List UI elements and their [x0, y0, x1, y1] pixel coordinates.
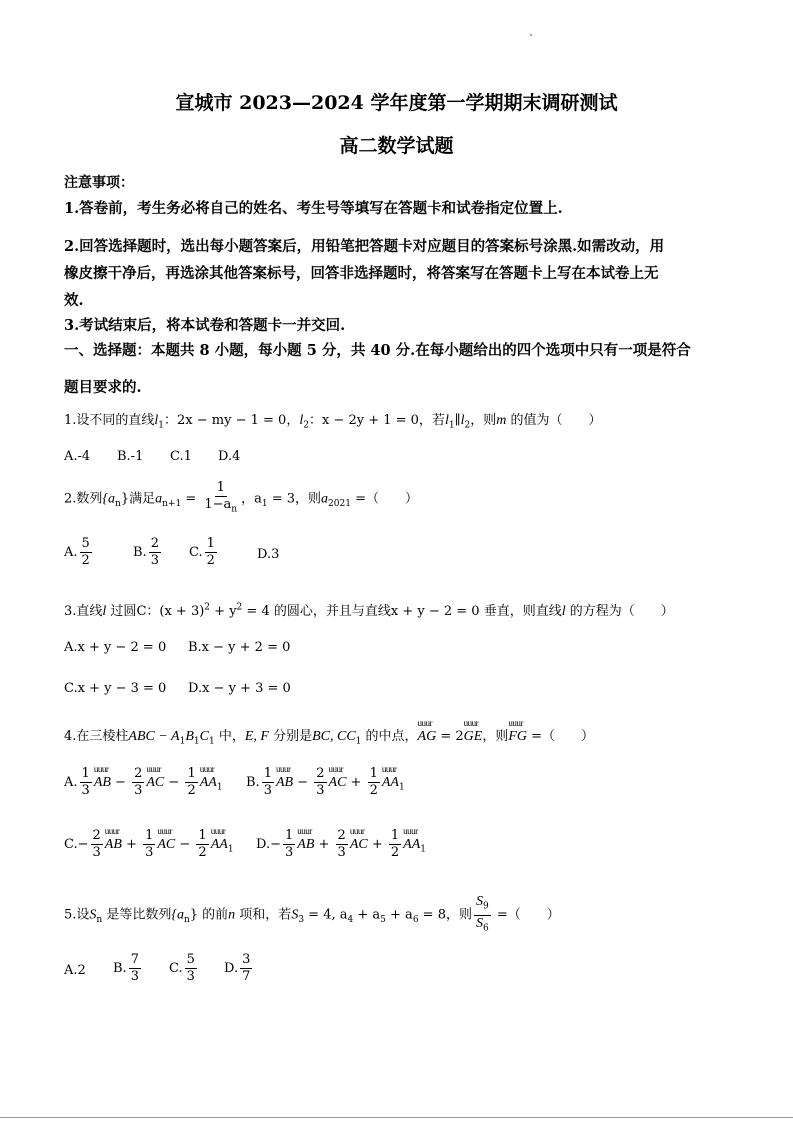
q2-opt-c-num: 1 — [206, 536, 215, 551]
q3-perp: 垂直，则直线 — [479, 604, 562, 619]
q4-prism3: C — [199, 729, 209, 744]
q2-frac-den — [202, 497, 239, 518]
q5-ratio-fraction — [474, 894, 491, 936]
q2-fraction — [202, 480, 239, 518]
q3-circle: C：(x + 3) — [136, 604, 205, 619]
q4-prism-sub1: 1 — [179, 736, 186, 747]
q4-opt-d-f1-num: 1 — [284, 828, 294, 843]
q3-l: l — [102, 604, 107, 619]
q5-ratio-den-s: S — [476, 915, 483, 931]
q2-a1: ，a — [241, 491, 262, 507]
q5-option-d — [224, 952, 254, 985]
q5-opt-d-fraction — [240, 952, 252, 985]
q3-circle2: + y — [210, 604, 237, 619]
q4-opt-a-frac2 — [132, 766, 144, 799]
q5-opt-c-den: 3 — [186, 969, 195, 984]
q4-segs-sub: 1 — [355, 736, 362, 747]
q4-option-c: C.− $\frac{2}{3}$ uuur AB + $\frac{1}{3}$ uuur AC − $\frac{1}{2}$ uuur $AA_1$ — [64, 828, 234, 861]
q4-opt-b-vec-ac: uuur AC — [329, 775, 347, 791]
q5-opt-c-num: 5 — [186, 952, 195, 967]
q5-c4-sub: 6 — [412, 915, 419, 926]
q5-cond4: + a — [385, 907, 413, 923]
q4-opt-d-frac1 — [283, 828, 295, 861]
q3-center: 的圆心，并且与直线 — [269, 604, 391, 619]
q4-opt-a-f3-num: 1 — [187, 766, 196, 781]
q2-a2021-sub: 2021 — [328, 498, 351, 509]
question-4 — [64, 725, 594, 747]
q4-opt-d-frac3 — [389, 828, 401, 861]
q4-midpt: 的中点， — [361, 729, 418, 744]
q2-seq-sub: n — [115, 498, 121, 509]
q2-opt-a-label: A. — [64, 545, 78, 560]
q4-opt-d-label: D.− — [256, 837, 281, 852]
q1-if: ，若 — [418, 413, 445, 428]
notice-item-2-line-1: 2.回答选择题时，选出每小题答案后，用铅笔把答题卡对应题目的答案标号涂黑.如需改动，用 — [64, 238, 665, 255]
q4-suffix: =（ ） — [527, 729, 595, 744]
q2-seq: {a — [102, 491, 116, 507]
q5-n: n — [228, 907, 236, 923]
q4-opt-c-f2-num: 1 — [145, 828, 154, 843]
q2-a2021: a — [321, 491, 329, 507]
q1-suffix: 的值为（ ） — [506, 413, 602, 428]
q2-frac-den-sub: n — [231, 504, 238, 515]
q1-option-c: C.1 — [170, 449, 192, 464]
q2-opt-b-den: 3 — [150, 553, 159, 568]
q4-opt-d-vec-aa1: uuur AA — [403, 837, 420, 853]
q1-option-a: A.-4 — [64, 449, 91, 464]
q4-ef: E, F — [244, 729, 269, 744]
q4-mid: 中， — [214, 729, 245, 744]
q2-option-b — [133, 536, 163, 569]
q4-opt-a-label: A. — [64, 775, 78, 790]
q2-opt-a-fraction — [80, 536, 92, 569]
q4-opt-a-vec-aa1: uuur AA — [200, 775, 217, 791]
q4-prism2: B — [185, 729, 194, 744]
q3-l2: l — [561, 604, 566, 619]
q5-c3-sub: 5 — [380, 915, 386, 926]
q4-vec-fg: uuur FG — [508, 729, 527, 745]
q3-option-c: C.x + y − 3 = 0 — [64, 681, 167, 696]
q2-then: ，则 — [295, 491, 322, 507]
question-1 — [64, 409, 601, 431]
q4-opt-a-f1-num: 1 — [81, 766, 90, 781]
notice-item-3: 3.考试结束后，将本试卷和答题卡一并交回. — [64, 317, 346, 334]
q4-vec-ag: uuur AG — [418, 729, 437, 745]
q2-an1: a — [155, 491, 163, 507]
q3-option-b: B.x − y + 2 = 0 — [188, 640, 291, 655]
q4-opt-c-f3-num: 1 — [198, 828, 207, 843]
q4-opt-a-f1-den: 3 — [81, 783, 90, 798]
q1-line1-equation: ：2x − my − 1 = 0， — [164, 413, 300, 428]
q4-opt-b-f2-den: 3 — [316, 783, 325, 798]
q4-opt-d-vec-ab: uuur AB — [297, 837, 314, 853]
q1-l2-ref: l — [460, 413, 465, 428]
q2-option-c — [189, 536, 219, 569]
q4-opt-c-frac3 — [196, 828, 208, 861]
q2-an1-sub: n+1 — [162, 498, 182, 509]
q1-parallel-symbol: ∥ — [454, 413, 461, 428]
q2-a1-val: = 3 — [267, 491, 296, 507]
notice-item-2-line-2: 橡皮擦干净后，再选涂其他答案标号，回答非选择题时，将答案写在答题卡上写在本试卷上无 — [64, 265, 659, 282]
q3-circle3: = 4 — [242, 604, 270, 619]
q3-sq2: 2 — [236, 602, 243, 613]
q5-cond2: = 4, a — [304, 907, 348, 923]
q4-option-d: D.− $\frac{1}{3}$ uuur AB + $\frac{2}{3}$ uuur AC + $\frac{1}{2}$ uuur $AA_1$ — [256, 828, 426, 861]
q4-vec-ge: uuur GE — [464, 729, 483, 745]
q1-option-b: B.-1 — [117, 449, 144, 464]
q4-opt-a-vec-ab: uuur AB — [94, 775, 111, 791]
q2-frac-den-text: 1−a — [204, 497, 232, 512]
q5-opt-b-fraction — [129, 952, 141, 985]
q4-opt-c-f3-den: 2 — [198, 845, 207, 860]
exam-subtitle: 高二数学试题 — [339, 135, 454, 157]
q5-first: 的前 — [198, 907, 229, 923]
q5-opt-d-num: 3 — [242, 952, 251, 967]
q4-opt-a-f3-den: 2 — [187, 783, 196, 798]
q5-cond-s: S — [291, 907, 299, 923]
q5-cond3: + a — [353, 907, 381, 923]
q3-sq: 2 — [204, 602, 211, 613]
q5-opt-c-fraction — [185, 952, 197, 985]
q4-opt-d-f2-den: 3 — [337, 845, 346, 860]
exam-title: 宣城市 2023—2024 学年度第一学期期末调研测试 — [175, 92, 618, 114]
q2-eq: = — [181, 491, 201, 507]
q5-option-b — [113, 952, 143, 985]
q4-opt-c-label: C.− — [64, 837, 89, 852]
q2-prefix: 2.数列 — [64, 491, 103, 507]
q4-opt-c-vec-ac: uuur AC — [157, 837, 175, 853]
q1-l2-ref-sub: 2 — [464, 420, 471, 431]
q5-cond5: = 8 — [418, 907, 446, 923]
q2-frac-num: 1 — [216, 480, 225, 495]
q5-suffix: =（ ） — [492, 907, 560, 923]
q4-opt-a-f2-num: 2 — [134, 766, 143, 781]
q4-opt-c-vec-ab: uuur AB — [105, 837, 122, 853]
q5-opt-d-den: 7 — [242, 969, 251, 984]
question-5 — [64, 894, 560, 936]
q4-opt-a-frac3 — [185, 766, 197, 799]
q5-sn-sub: n — [96, 915, 103, 926]
q2-opt-c-den: 2 — [206, 553, 215, 568]
q4-opt-b-vec-aa1: uuur AA — [382, 775, 399, 791]
q5-option-a: A.2 — [64, 963, 86, 978]
q1-line1-symbol: l — [154, 413, 159, 428]
q4-prism-sub2: 1 — [193, 736, 200, 747]
q3-prefix: 3.直线 — [64, 604, 103, 619]
q4-opt-b-aa1-sub: 1 — [398, 782, 405, 793]
q4-opt-c-f2-den: 3 — [145, 845, 154, 860]
q4-opt-d-f2-num: 2 — [337, 828, 346, 843]
q3-option-a: A.x + y − 2 = 0 — [64, 640, 167, 655]
scan-speck — [530, 34, 532, 36]
q2-suffix: =（ ） — [350, 491, 418, 507]
q4-opt-d-f3-num: 1 — [390, 828, 400, 843]
q4-opt-d-f1-den: 3 — [284, 845, 294, 860]
notice-item-1: 1.答卷前，考生务必将自己的姓名、考生号等填写在答题卡和试卷指定位置上. — [64, 200, 563, 217]
q4-opt-c-f1-num: 2 — [92, 828, 101, 843]
q1-line2-sub: 2 — [303, 420, 309, 431]
q5-ratio-num-sub: 9 — [483, 901, 489, 912]
q2-seq-close: } — [120, 491, 130, 507]
q5-ratio-num-s: S — [476, 894, 483, 909]
q4-opt-d-f3-den: 2 — [390, 845, 400, 860]
q2-opt-b-fraction — [149, 536, 161, 569]
notice-heading: 注意事项： — [64, 175, 134, 191]
page-bottom-rule — [0, 1117, 793, 1118]
q5-then: ，则 — [445, 907, 472, 923]
q4-opt-c-frac2 — [143, 828, 155, 861]
q4-prefix: 4.在三棱柱 — [64, 729, 129, 744]
q5-c2-sub: 4 — [347, 915, 354, 926]
q4-opt-b-vec-ab: uuur AB — [276, 775, 293, 791]
q1-line1-sub: 1 — [158, 420, 165, 431]
q4-opt-b-frac1 — [262, 766, 274, 799]
q2-option-a — [64, 536, 94, 569]
q4-opt-d-vec-ac: uuur AC — [350, 837, 368, 853]
q1-line2-equation: ：x − 2y + 1 = 0 — [308, 413, 419, 428]
q4-option-b: B. $\frac{1}{3}$ uuur AB − $\frac{2}{3}$ uuur AC + $\frac{1}{2}$ uuur $AA_1$ — [246, 766, 405, 799]
q1-prefix: 1.设不同的直线 — [64, 413, 155, 428]
q4-opt-a-aa1-sub: 1 — [216, 782, 223, 793]
q5-option-c — [169, 952, 199, 985]
q1-then: ，则 — [470, 413, 497, 428]
q4-opt-d-aa1-sub: 1 — [420, 844, 427, 855]
q3-through: 过圆 — [106, 604, 137, 619]
q5-seq: {a — [171, 907, 184, 923]
q5-opt-b-num: 7 — [130, 952, 139, 967]
q2-opt-b-label: B. — [133, 545, 147, 560]
q4-opt-b-f2-num: 2 — [316, 766, 325, 781]
q5-seq-close: } — [189, 907, 199, 923]
q3-line: x + y − 2 = 0 — [390, 604, 480, 619]
q4-opt-b-f1-num: 1 — [263, 766, 272, 781]
q4-opt-c-vec-aa1: uuur AA — [211, 837, 228, 853]
q2-option-d: D.3 — [257, 547, 280, 562]
q1-l1-ref: l — [444, 413, 449, 428]
q5-seq-sub: n — [183, 915, 190, 926]
q2-opt-c-fraction — [205, 536, 217, 569]
section-heading-line-2: 题目要求的. — [64, 379, 142, 396]
q5-opt-b-label: B. — [113, 961, 127, 976]
q4-opt-b-f3-num: 1 — [369, 766, 378, 781]
q5-opt-d-label: D. — [224, 961, 239, 976]
q5-sn: S — [89, 907, 97, 923]
q4-are: 分别是 — [268, 729, 313, 744]
q5-ratio-den-sub: 6 — [483, 923, 489, 934]
q4-opt-a-vec-ac: uuur AC — [146, 775, 164, 791]
q1-option-d: D.4 — [218, 449, 241, 464]
q4-opt-b-frac3 — [368, 766, 380, 799]
q4-opt-b-f3-den: 2 — [369, 783, 378, 798]
q4-opt-b-f1-den: 3 — [263, 783, 272, 798]
q4-opt-a-frac1 — [80, 766, 92, 799]
q4-option-a: A. $\frac{1}{3}$ uuur AB − $\frac{2}{3}$ uuur AC − $\frac{1}{2}$ uuur $AA_1$ — [64, 766, 223, 799]
q3-option-d: D.x − y + 3 = 0 — [188, 681, 291, 696]
q4-opt-d-frac2 — [336, 828, 348, 861]
q2-opt-a-num: 5 — [81, 536, 90, 551]
q2-cond: 满足 — [129, 491, 156, 507]
q4-prism-sub3: 1 — [208, 736, 215, 747]
q1-line2-symbol: l — [299, 413, 304, 428]
q2-opt-a-den: 2 — [81, 553, 90, 568]
q5-opt-b-den: 3 — [130, 969, 139, 984]
q2-opt-c-label: C. — [189, 545, 203, 560]
q4-opt-b-label: B. — [246, 775, 260, 790]
q2-a1-sub: 1 — [261, 498, 268, 509]
notice-item-2-line-3: 效. — [64, 292, 84, 309]
q4-eq2: = 2 — [436, 729, 464, 744]
q5-opt-c-label: C. — [169, 961, 183, 976]
q4-opt-c-aa1-sub: 1 — [227, 844, 234, 855]
q2-opt-b-num: 2 — [150, 536, 159, 551]
q1-l1-ref-sub: 1 — [448, 420, 455, 431]
q4-segs: BC, CC — [312, 729, 356, 744]
q4-opt-c-f1-den: 3 — [92, 845, 101, 860]
q5-ratio-num — [474, 894, 491, 916]
q4-then: ，则 — [482, 729, 509, 744]
q5-is: 是等比数列 — [102, 907, 172, 923]
q5-sum: 项和，若 — [235, 907, 292, 923]
question-3 — [64, 600, 674, 620]
question-2 — [64, 480, 418, 518]
q5-prefix: 5.设 — [64, 907, 90, 923]
q5-cond-s-sub: 3 — [298, 915, 305, 926]
section-heading-line-1: 一、选择题：本题共 8 小题，每小题 5 分，共 40 分.在每小题给出的四个选项中只有一项是符合 — [64, 342, 691, 359]
q3-suffix: 的方程为（ ） — [565, 604, 674, 619]
q4-opt-c-frac1 — [91, 828, 103, 861]
q4-opt-b-frac2 — [314, 766, 326, 799]
q5-ratio-den — [474, 916, 491, 937]
q4-prism: ABC − A — [128, 729, 180, 744]
q1-m-symbol: m — [496, 413, 507, 428]
q4-opt-a-f2-den: 3 — [134, 783, 143, 798]
